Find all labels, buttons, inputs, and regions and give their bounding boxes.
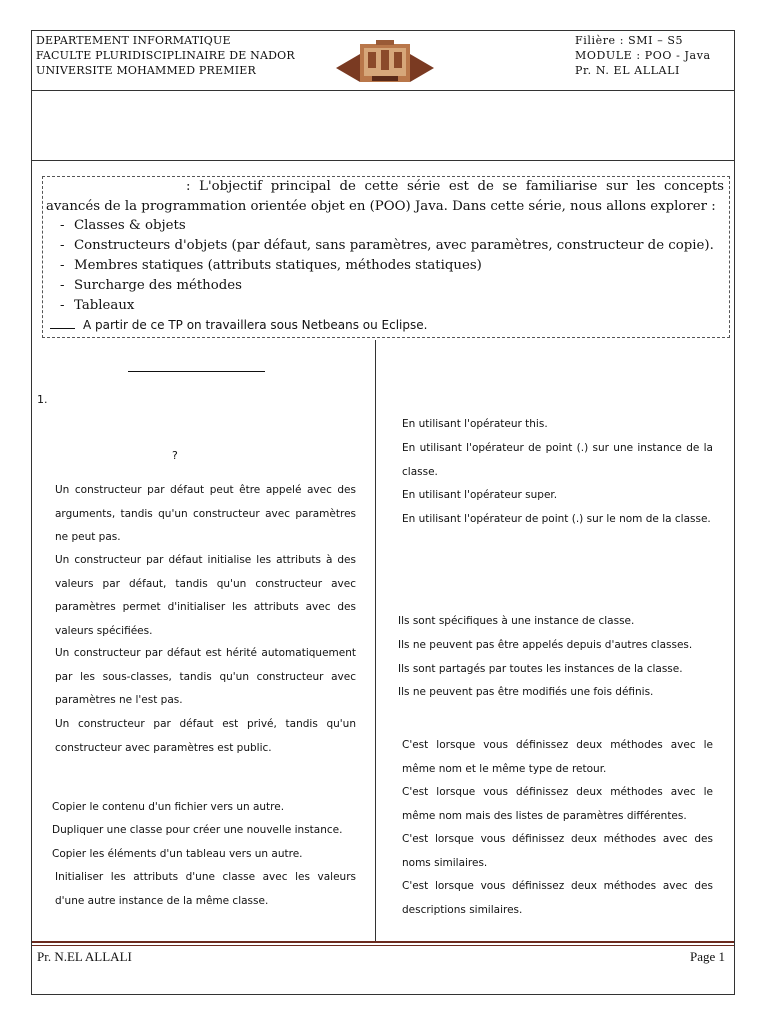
footer-divider <box>32 941 734 943</box>
q3-option: En utilisant l'opérateur de point (.) sur le nom de la classe. <box>402 513 711 525</box>
university-logo-icon <box>336 38 434 86</box>
objective-note-text: A partir de ce TP on travaillera sous Netbeans ou Eclipse. <box>83 318 428 332</box>
q2-option: Dupliquer une classe pour créer une nouvelle instance. <box>52 824 343 836</box>
column-divider <box>375 340 376 942</box>
objective-item: - Tableaux <box>60 296 714 316</box>
objective-list <box>60 216 714 316</box>
q4-option: Ils sont spécifiques à une instance de classe. <box>398 615 635 627</box>
q3-option: En utilisant l'opérateur de point (.) sur une instance de la classe. <box>402 442 713 478</box>
header-professor: Pr. N. EL ALLALI <box>575 64 680 77</box>
q3-option: En utilisant l'opérateur super. <box>402 489 558 501</box>
objective-item: - Membres statiques (attributs statiques, méthodes statiques) <box>60 256 714 276</box>
q2-option: Copier le contenu d'un fichier vers un autre. <box>52 801 285 813</box>
objective-intro-text: : L'objectif principal de cette série est de se familiarise sur les concepts avancés de la programmation orientée objet en (POO) Java. Dans cette série, nous allons explorer : <box>46 179 724 214</box>
q5-option: C'est lorsque vous définissez deux méthodes avec des noms similaires. <box>402 833 713 869</box>
page-number: Page 1 <box>690 949 726 964</box>
q4-option: Ils sont partagés par toutes les instances de la classe. <box>398 663 683 675</box>
q4-option: Ils ne peuvent pas être modifiés une fois définis. <box>398 686 654 698</box>
objective-item: - Surcharge des méthodes <box>60 276 714 296</box>
header-module: MODULE : POO - Java <box>575 49 711 62</box>
footer-author: Pr. N.EL ALLALI <box>37 949 132 964</box>
q1-option: Un constructeur par défaut initialise les attributs à des valeurs par défaut, tandis qu'un constructeur avec paramètres permet d'initialiser les attributs avec des valeurs spécifiées. <box>55 554 356 637</box>
question-mark: ? <box>172 449 178 462</box>
q1-option: Un constructeur par défaut peut être appelé avec des arguments, tandis qu'un constructeur avec paramètres ne peut pas. <box>55 484 356 543</box>
header-university: UNIVERSITE MOHAMMED PREMIER <box>36 64 256 77</box>
q5-option: C'est lorsque vous définissez deux méthodes avec le même nom et le même type de retour. <box>402 739 713 775</box>
q1-option: Un constructeur par défaut est hérité automatiquement par les sous-classes, tandis qu'un constructeur avec paramètres ne l'est pas. <box>55 647 356 706</box>
title-divider <box>32 160 734 161</box>
q5-option: C'est lorsque vous définissez deux méthodes avec des descriptions similaires. <box>402 880 713 916</box>
section-title-blank <box>128 371 265 372</box>
header-module-info <box>575 33 711 78</box>
q2-option: Initialiser les attributs d'une classe avec les valeurs d'une autre instance de la même classe. <box>55 871 356 907</box>
header-department: DEPARTEMENT INFORMATIQUE <box>36 34 231 47</box>
objective-item: - Classes & objets <box>60 216 714 236</box>
q2-option: Copier les éléments d'un tableau vers un autre. <box>52 848 303 860</box>
header-filiere: Filière : SMI – S5 <box>575 34 684 47</box>
q4-option: Ils ne peuvent pas être appelés depuis d'autres classes. <box>398 639 693 651</box>
header-institution <box>36 33 295 78</box>
objective-item: - Constructeurs d'objets (par défaut, sans paramètres, avec paramètres, constructeur de copie). <box>60 236 714 256</box>
note-blank <box>50 318 75 329</box>
header-divider <box>32 90 734 91</box>
footer-divider-thin <box>32 945 734 946</box>
q1-option: Un constructeur par défaut est privé, tandis qu'un constructeur avec paramètres est public. <box>55 718 356 754</box>
objective-intro <box>46 177 724 217</box>
q5-option: C'est lorsque vous définissez deux méthodes avec le même nom mais des listes de paramètres différentes. <box>402 786 713 822</box>
q3-option: En utilisant l'opérateur this. <box>402 418 548 430</box>
objective-note <box>50 318 427 332</box>
header-faculty: FACULTE PLURIDISCIPLINAIRE DE NADOR <box>36 49 295 62</box>
question-number: 1. <box>37 393 48 406</box>
